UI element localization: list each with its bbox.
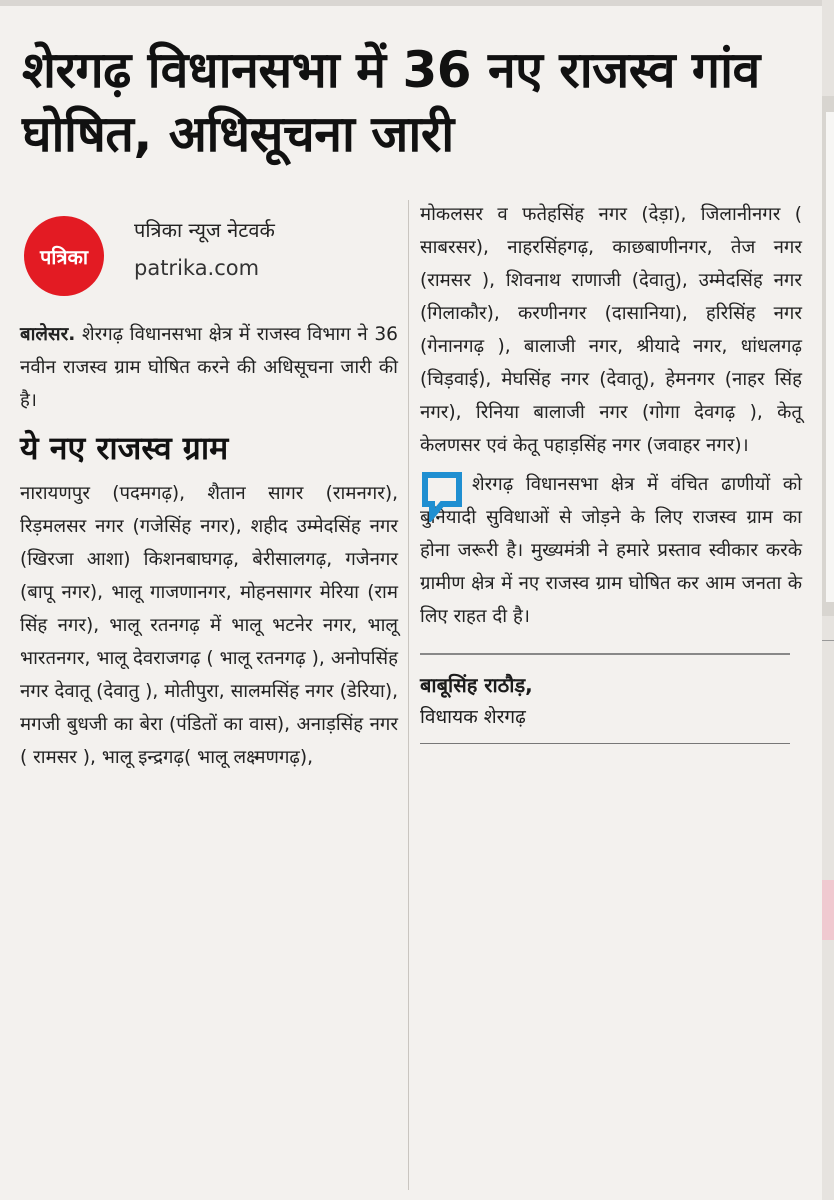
signature-bottom-divider bbox=[420, 743, 790, 744]
signature-divider bbox=[420, 653, 790, 655]
adjacent-image-inner bbox=[826, 112, 834, 602]
adjacent-photo-fragment bbox=[822, 880, 834, 940]
quote-icon bbox=[420, 470, 464, 522]
signature-name: बाबूसिंह राठौड़, bbox=[420, 673, 533, 697]
intro-paragraph bbox=[20, 318, 398, 417]
top-border bbox=[0, 0, 834, 6]
village-list-part2: मोकलसर व फतेहसिंह नगर (देड़ा), जिलानीनगर ( साबरसर), नाहरसिंहगढ़, काछबाणीनगर, तेज नगर (रामसर ), शिवनाथ राणाजी (देवातु), उम्मेदसिंह नगर (गिलाकौर), करणीनगर (दासानिया), हरिसिंह नगर (गेनानगढ़ ), बालाजी नगर, श्रीयादे नगर, धांधलगढ़ (चिड़वाई), मेघसिंह नगर (देवातू), हेमनगर (नाहर सिंह नगर), रिनिया बालाजी नगर (गोगा देवगढ़ ), केतू केलणसर एवं केतू पहाड़सिंह नगर (जवाहर नगर)। bbox=[420, 204, 802, 456]
intro-text: शेरगढ़ विधानसभा क्षेत्र में राजस्व विभाग ने 36 नवीन राजस्व ग्राम घोषित करने की अधिसूचना जारी की है। bbox=[20, 324, 398, 411]
left-column bbox=[20, 318, 398, 774]
subheading: ये नए राजस्व ग्राम bbox=[20, 429, 229, 467]
dateline: बालेसर. bbox=[20, 324, 76, 345]
column-divider bbox=[408, 200, 409, 1190]
brand-block bbox=[24, 212, 404, 300]
village-list-part1: नारायणपुर (पदमगढ़), शैतान सागर (रामनगर), रिड़मलसर नगर (गजेसिंह नगर), शहीद उम्मेदसिंह नगर (खिरजा आशा) किशनबाघगढ़, बेरीसालगढ़, गजेनगर (बापू नगर), भालू गाजणानगर, मोहनसागर मेरिया (राम सिंह नगर), भालू रतनगढ़ में भालू भटनेर नगर, भालू भारतनगर, भालू देवराजगढ़ ( भालू रतनगढ़ ), अनोपसिंह नगर देवातू (देवातु ), मोतीपुरा, सालमसिंह नगर (डेरिया), मगजी बुधजी का बेरा (पंडितों का वास), अनाड़सिंह नगर ( रामसर ), भालू इन्द्रगढ़( भालू लक्ष्मणगढ़), bbox=[20, 483, 398, 768]
quote-block bbox=[420, 468, 802, 633]
signature-role: विधायक शेरगढ़ bbox=[420, 706, 526, 728]
adjacent-rule bbox=[822, 640, 834, 641]
headline: शेरगढ़ विधानसभा में 36 नए राजस्व गांव घोषित, अधिसूचना जारी bbox=[22, 41, 760, 163]
patrika-logo: पत्रिका bbox=[24, 216, 104, 296]
right-column bbox=[420, 198, 802, 744]
news-network-label: पत्रिका न्यूज नेटवर्क bbox=[134, 218, 275, 242]
website-link[interactable]: patrika.com bbox=[134, 256, 260, 280]
quote-text: शेरगढ़ विधानसभा क्षेत्र में वंचित ढाणीयों को बुनियादी सुविधाओं से जोड़ने के लिए राजस्व ग्राम का होना जरूरी है। मुख्यमंत्री ने हमारे प्रस्ताव स्वीकार करके ग्रामीण क्षेत्र में नए राजस्व ग्राम घोषित कर आम जनता के लिए राहत दी है। bbox=[420, 474, 802, 627]
